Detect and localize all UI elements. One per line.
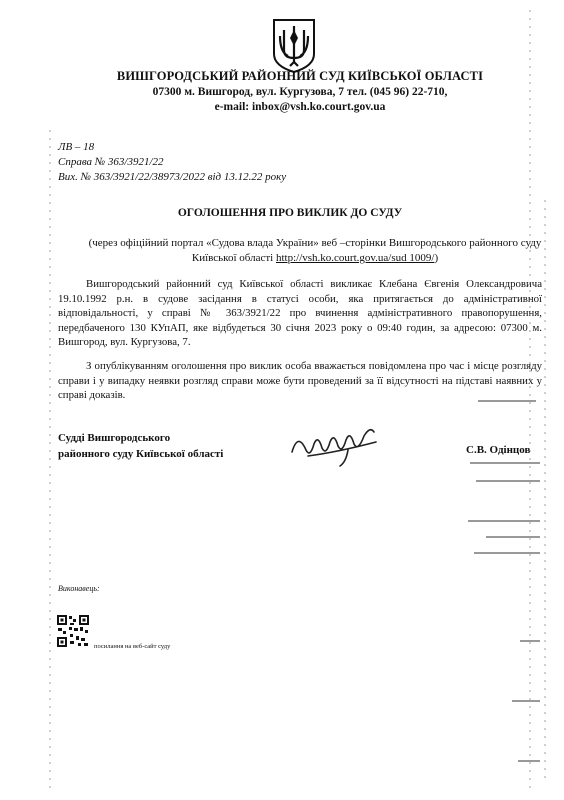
executor-label: Виконавець: xyxy=(58,584,100,593)
court-website-link[interactable]: http://vsh.ko.court.gov.ua/sud 1009/ xyxy=(275,252,435,264)
qr-caption: посилання на веб-сайт суду xyxy=(94,643,171,650)
notice-paragraph-summons: Вишгородський районний суд Київської області викликає Клебана Євгенія Олександровича 19.10.1992 р.н. в судове засідання в статусі особи, яка притягається до адміністративної відповідальності, у справі № 363/3921/22 про вчинення адміністративного правопорушення, передбаченого 130 КУпАП, яке відбудеться 30 січня 2023 року о 09:40 годин, за адресою: 07300 м. Вишгород, вул. Кургузова, 7. xyxy=(58,278,542,348)
court-name: ВИШГОРОДСЬКИЙ РАЙОННИЙ СУД КИЇВСЬКОЇ ОБЛАСТІ xyxy=(116,69,484,83)
judge-title-line2: районного суду Київської області xyxy=(58,448,224,460)
judge-title-line1: Судді Вишгородського xyxy=(58,432,171,444)
judge-name: С.В. Одінцов xyxy=(466,444,531,456)
subtitle-close: ) xyxy=(434,252,439,264)
document-code: ЛВ – 18 xyxy=(58,141,95,153)
court-address: 07300 м. Вишгород, вул. Кургузова, 7 тел. (045 96) 22-710, xyxy=(152,86,448,98)
outgoing-number: Вих. № 363/3921/22/38973/2022 від 13.12.22 року xyxy=(58,171,287,183)
court-email: e-mail: inbox@vsh.ko.court.gov.ua xyxy=(214,101,386,113)
notice-title: ОГОЛОШЕННЯ ПРО ВИКЛИК ДО СУДУ xyxy=(177,207,403,219)
case-number: Справа № 363/3921/22 xyxy=(58,156,164,168)
subtitle-text: (через офіційний портал «Судова влада України» веб –сторінки Вишгородського районного суду Київської області xyxy=(88,237,542,264)
notice-paragraph-consequences: З опублікуванням оголошення про виклик особа вважається повідомлена про час і місце розгляду справи і у випадку неявки розгляд справи може бути проведений за її відсутності на підставі наявних у справі доказів. xyxy=(58,360,542,401)
